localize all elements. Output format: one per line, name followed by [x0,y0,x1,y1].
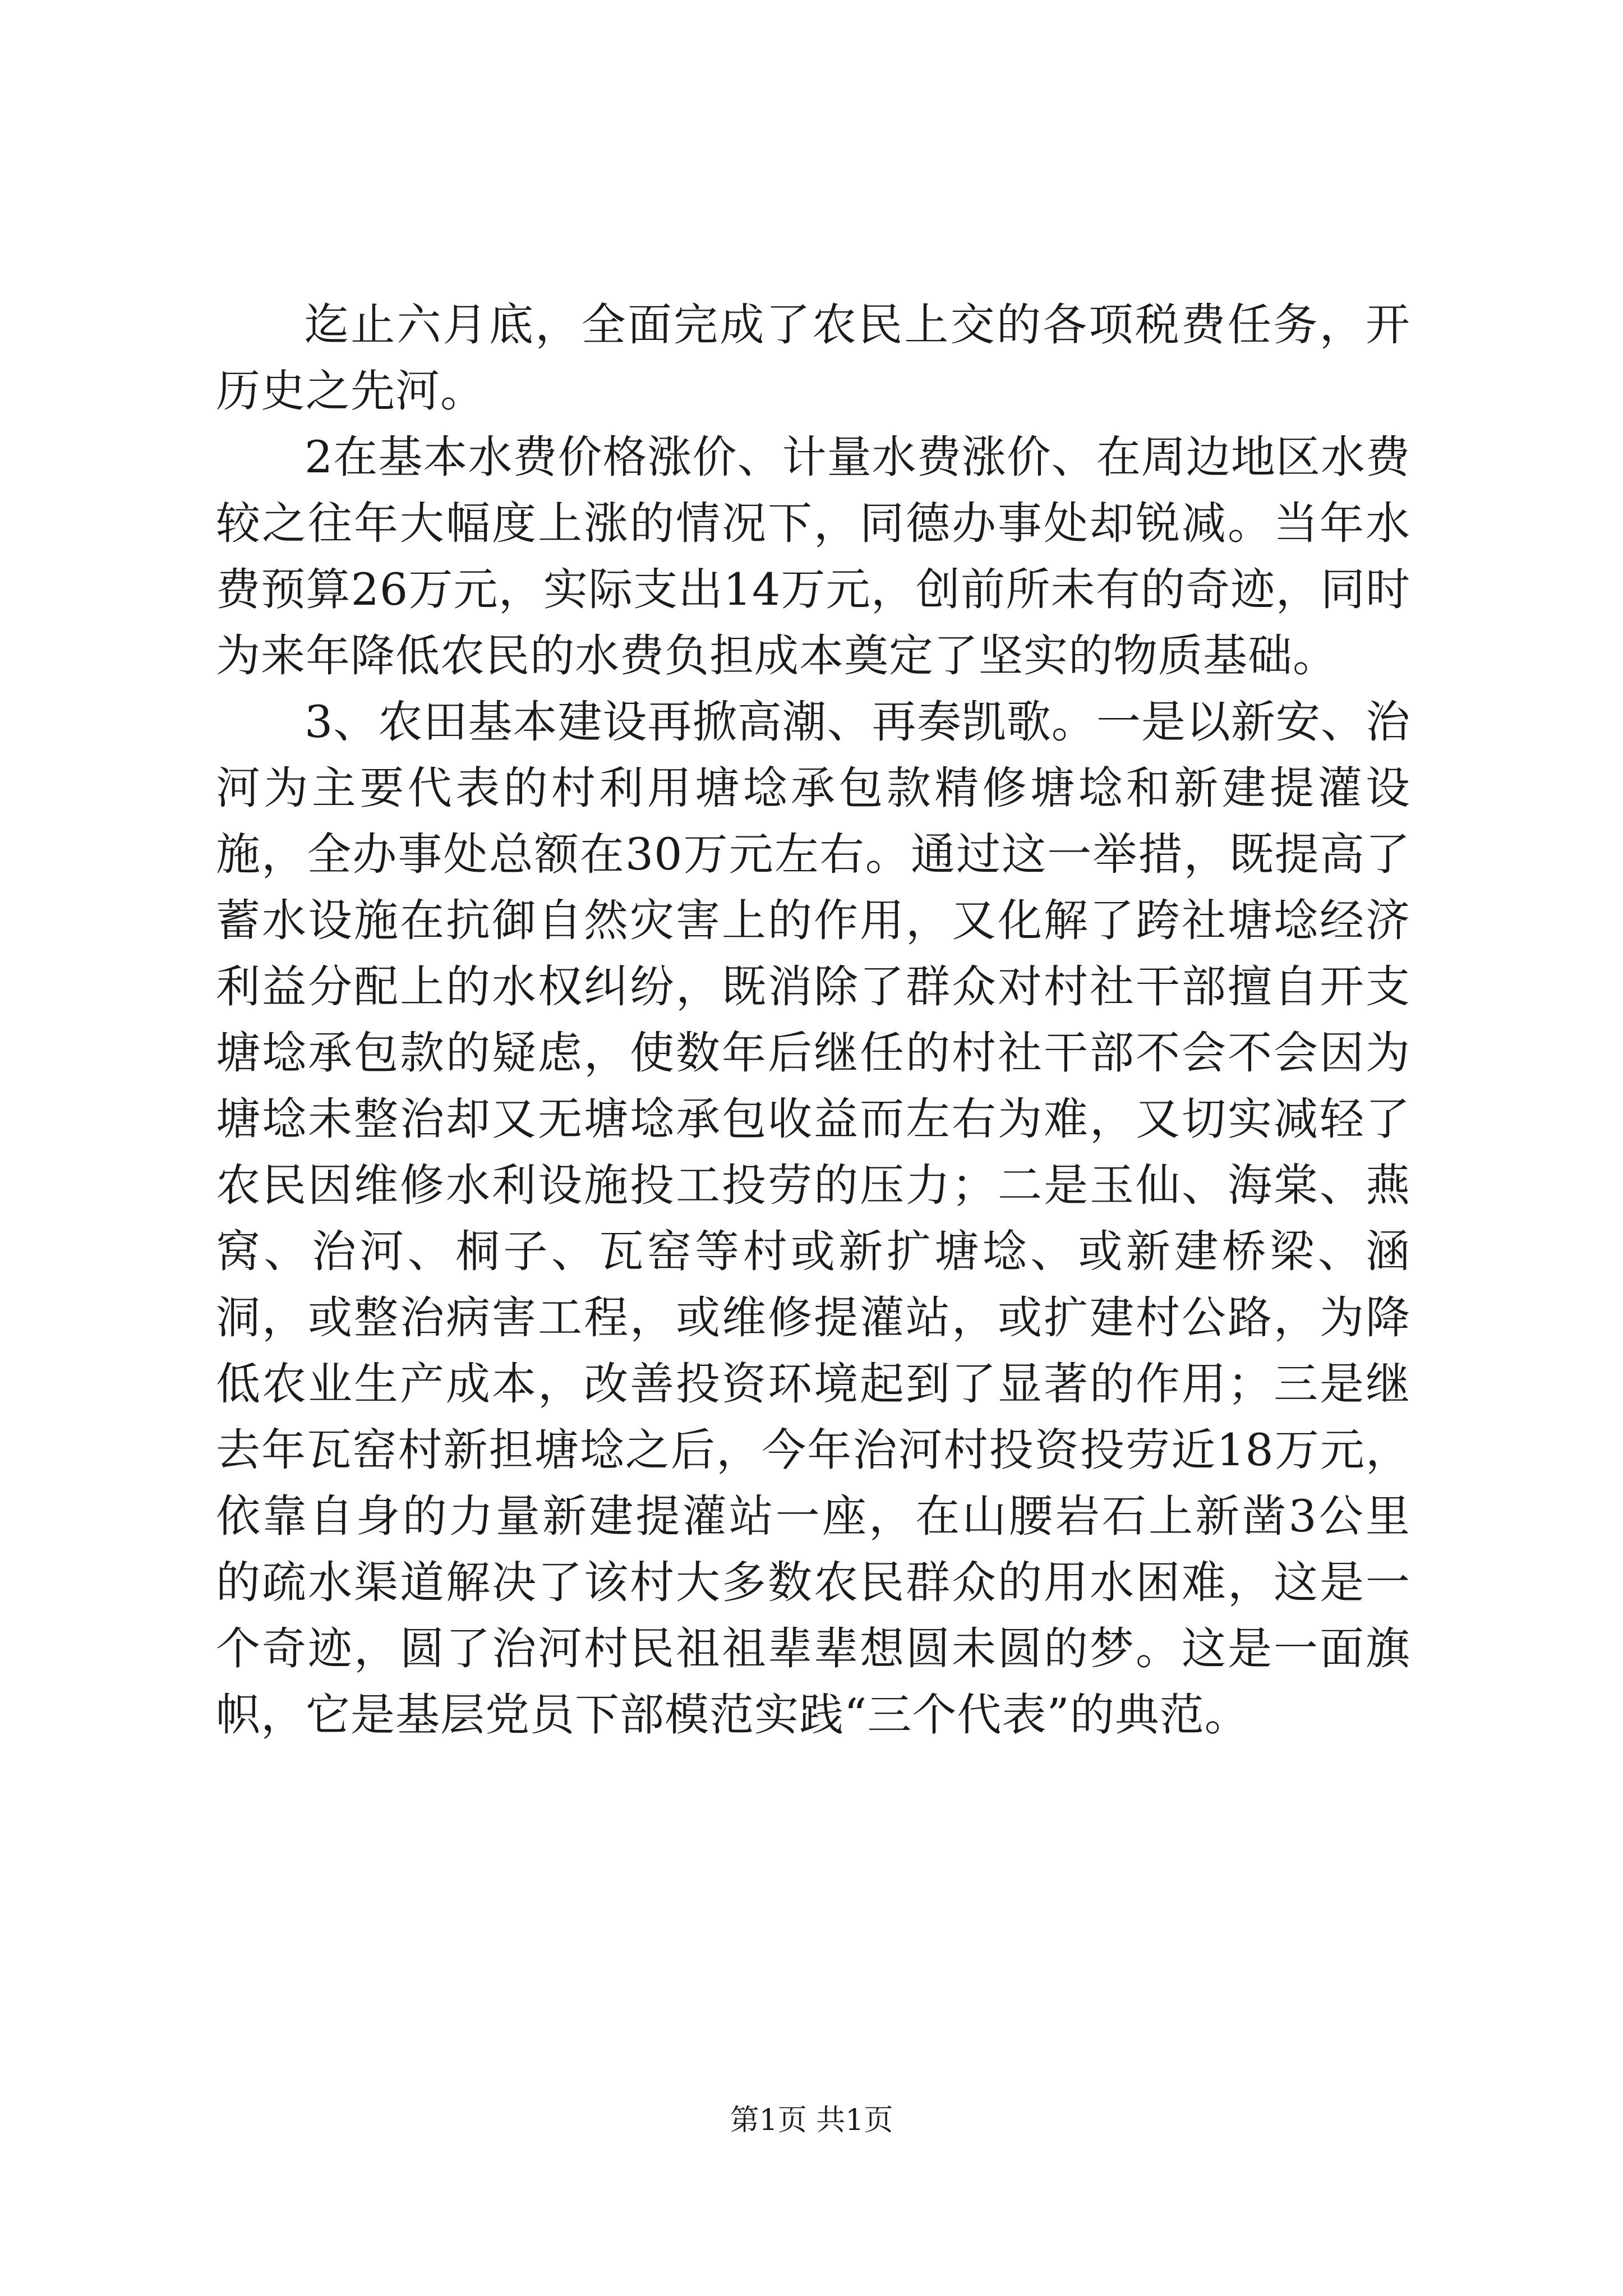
paragraph-1: 迄止六月底，全面完成了农民上交的各项税费任务，开历史之先河。 [216,299,1410,417]
page-number-label: 第1页 共1页 [730,2104,893,2137]
paragraph-3: 3、农田基本建设再掀高潮、再奏凯歌。一是以新安、治河为主要代表的村利用塘埝承包款精修塘埝和新建提灌设施，全办事处总额在30万元左右。通过这一举措，既提高了蓄水设施在抗御自然灾害上的作用，又化解了跨社塘埝经济利益分配上的水权纠纷，既消除了群众对村社干部擅自开支塘埝承包款的疑虑，使数年后继任的村社干部不会不会因为塘埝未整治却又无塘埝承包收益而左右为难，又切实减轻了农民因维修水利设施投工投劳的压力；二是玉仙、海棠、燕窝、治河、桐子、瓦窑等村或新扩塘埝、或新建桥梁、涵洞，或整治病害工程，或维修提灌站，或扩建村公路，为降低农业生产成本，改善投资环境起到了显著的作用；三是继去年瓦窑村新担塘埝之后，今年治河村投资投劳近18万元，依靠自身的力量新建提灌站一座，在山腰岩石上新凿3公里的疏水渠道解决了该村大多数农民群众的用水困难，这是一个奇迹，圆了治河村民祖祖辈辈想圆未圆的梦。这是一面旗帜，它是基层党员下部模范实践“三个代表”的典范。 [216,696,1410,1741]
paragraph-2: 2在基本水费价格涨价、计量水费涨价、在周边地区水费较之往年大幅度上涨的情况下，同德办事处却锐减。当年水费预算26万元，实际支出14万元，创前所未有的奇迹，同时为来年降低农民的水费负担成本奠定了坚实的物质基础。 [216,431,1410,682]
page-footer [0,2101,1623,2140]
document-body [216,292,1410,1748]
